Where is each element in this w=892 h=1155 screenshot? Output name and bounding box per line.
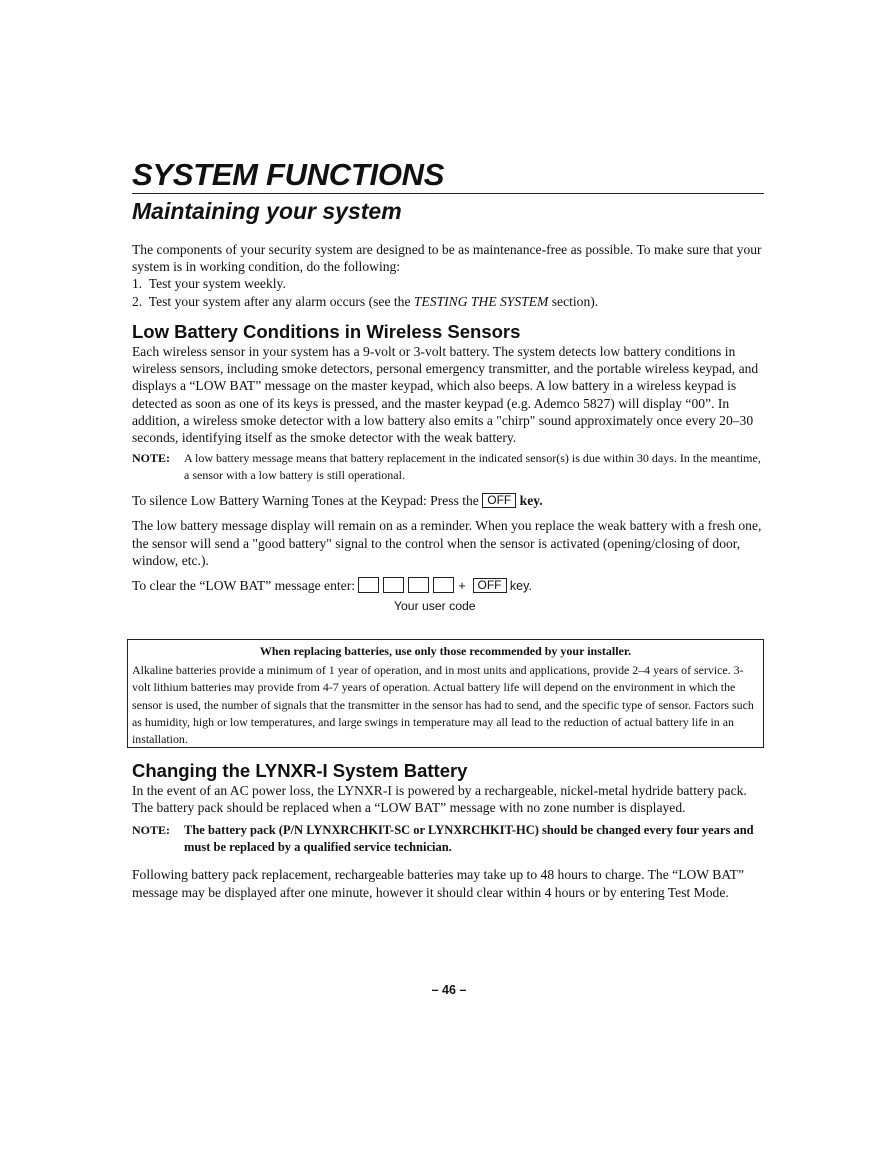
user-code-digit-box-1: [358, 577, 379, 593]
intro-item2-text: 2. Test your system after any alarm occurs (see the: [132, 293, 414, 309]
user-code-caption: Your user code: [394, 599, 476, 614]
note-text: A low battery message means that battery replacement in the indicated sensor(s) is due within 30 days. In the meantime, a sensor with a low battery is still operational.: [184, 451, 761, 483]
silence-key-suffix: key.: [516, 493, 543, 509]
intro-section: [132, 241, 766, 310]
system-battery-paragraph: In the event of an AC power loss, the LYNXR-I is powered by a rechargeable, nickel-metal hydride battery pack. The battery pack should be replaced when a “LOW BAT” message with no zone number is displayed.: [132, 783, 747, 816]
clear-text: To clear the “LOW BAT” message enter:: [132, 578, 359, 594]
title-rule: [132, 193, 764, 194]
intro-paragraph: The components of your security system are designed to be as maintenance-free as possible. To make sure that your system is in working condition, do the following:: [132, 242, 762, 275]
silence-text: To silence Low Battery Warning Tones at the Keypad: Press the: [132, 493, 483, 509]
page-subtitle: Maintaining your system: [132, 198, 402, 224]
intro-list-item-1: 1. Test your system weekly.: [132, 276, 286, 292]
reminder-paragraph: The low battery message display will remain on as a reminder. When you replace the weak battery with a fresh one, the sensor will send a "good battery" signal to the control when the sensor is activated (opening/closing of door, window, etc.).: [132, 518, 762, 568]
off-key-box-clear: OFF: [473, 578, 507, 593]
intro-item2-suffix: section).: [548, 293, 599, 309]
system-battery-section: [132, 760, 766, 901]
silence-instruction: [132, 492, 766, 509]
user-code-digit-box-4: [433, 577, 454, 593]
intro-list-item-2: [132, 293, 766, 310]
user-code-digit-box-2: [383, 577, 404, 593]
testing-section-reference: TESTING THE SYSTEM: [413, 293, 549, 309]
system-battery-note: [132, 822, 766, 856]
low-battery-paragraph: Each wireless sensor in your system has a 9-volt or 3-volt battery. The system detects low battery conditions in wireless sensors, including smoke detectors, personal emergency transmitter, and the portable wireless keypad, and displays a “LOW BAT” message on the master keypad, which also beeps. A low battery in a wireless keypad is detected as soon as one of its keys is pressed, and the master keypad (e.g. Ademco 5827) will display “00”. In addition, a wireless smoke detector with a low battery also emits a "chirp" sound approximately once every 20–30 seconds, identifying itself as the smoke detector with the weak battery.: [132, 344, 759, 446]
off-key-box: OFF: [482, 493, 516, 508]
warning-body: Alkaline batteries provide a minimum of 1 year of operation, and in most units and applications, provide 2–4 years of service. 3-volt lithium batteries may provide from 4-7 years of operation. Actual battery life will depend on the environment in which the sensor is used, the number of signals that the transmitter in the sensor has had to send, and the specific type of sensor. Factors such as humidity, high or low temperatures, and large swings in temperature may all lead to the reduction of actual battery life in an installation.: [132, 663, 754, 747]
low-battery-heading: Low Battery Conditions in Wireless Sensors: [132, 321, 521, 342]
replacement-paragraph: Following battery pack replacement, rechargeable batteries may take up to 48 hours to charge. The “LOW BAT” message may be displayed after one minute, however it should clear within 4 hours or by entering Test Mode.: [132, 867, 745, 900]
user-code-digit-box-3: [408, 577, 429, 593]
page-number: – 46 –: [431, 983, 467, 997]
note-label-2: NOTE:: [132, 823, 171, 838]
note-text-2: The battery pack (P/N LYNXRCHKIT-SC or LYNXRCHKIT-HC) should be changed every four years and must be replaced by a qualified service technician.: [184, 823, 754, 855]
plus-sign: +: [458, 579, 466, 594]
warning-heading: When replacing batteries, use only those recommended by your installer.: [259, 644, 632, 658]
battery-warning-box: [127, 639, 764, 748]
note-label: NOTE:: [132, 451, 171, 466]
page-title: SYSTEM FUNCTIONS: [132, 157, 445, 192]
system-battery-heading: Changing the LYNXR-I System Battery: [132, 760, 468, 781]
clear-instruction: [132, 577, 766, 595]
clear-key-suffix: key.: [509, 579, 532, 594]
low-battery-section: [132, 321, 766, 613]
low-battery-note: [132, 450, 766, 484]
